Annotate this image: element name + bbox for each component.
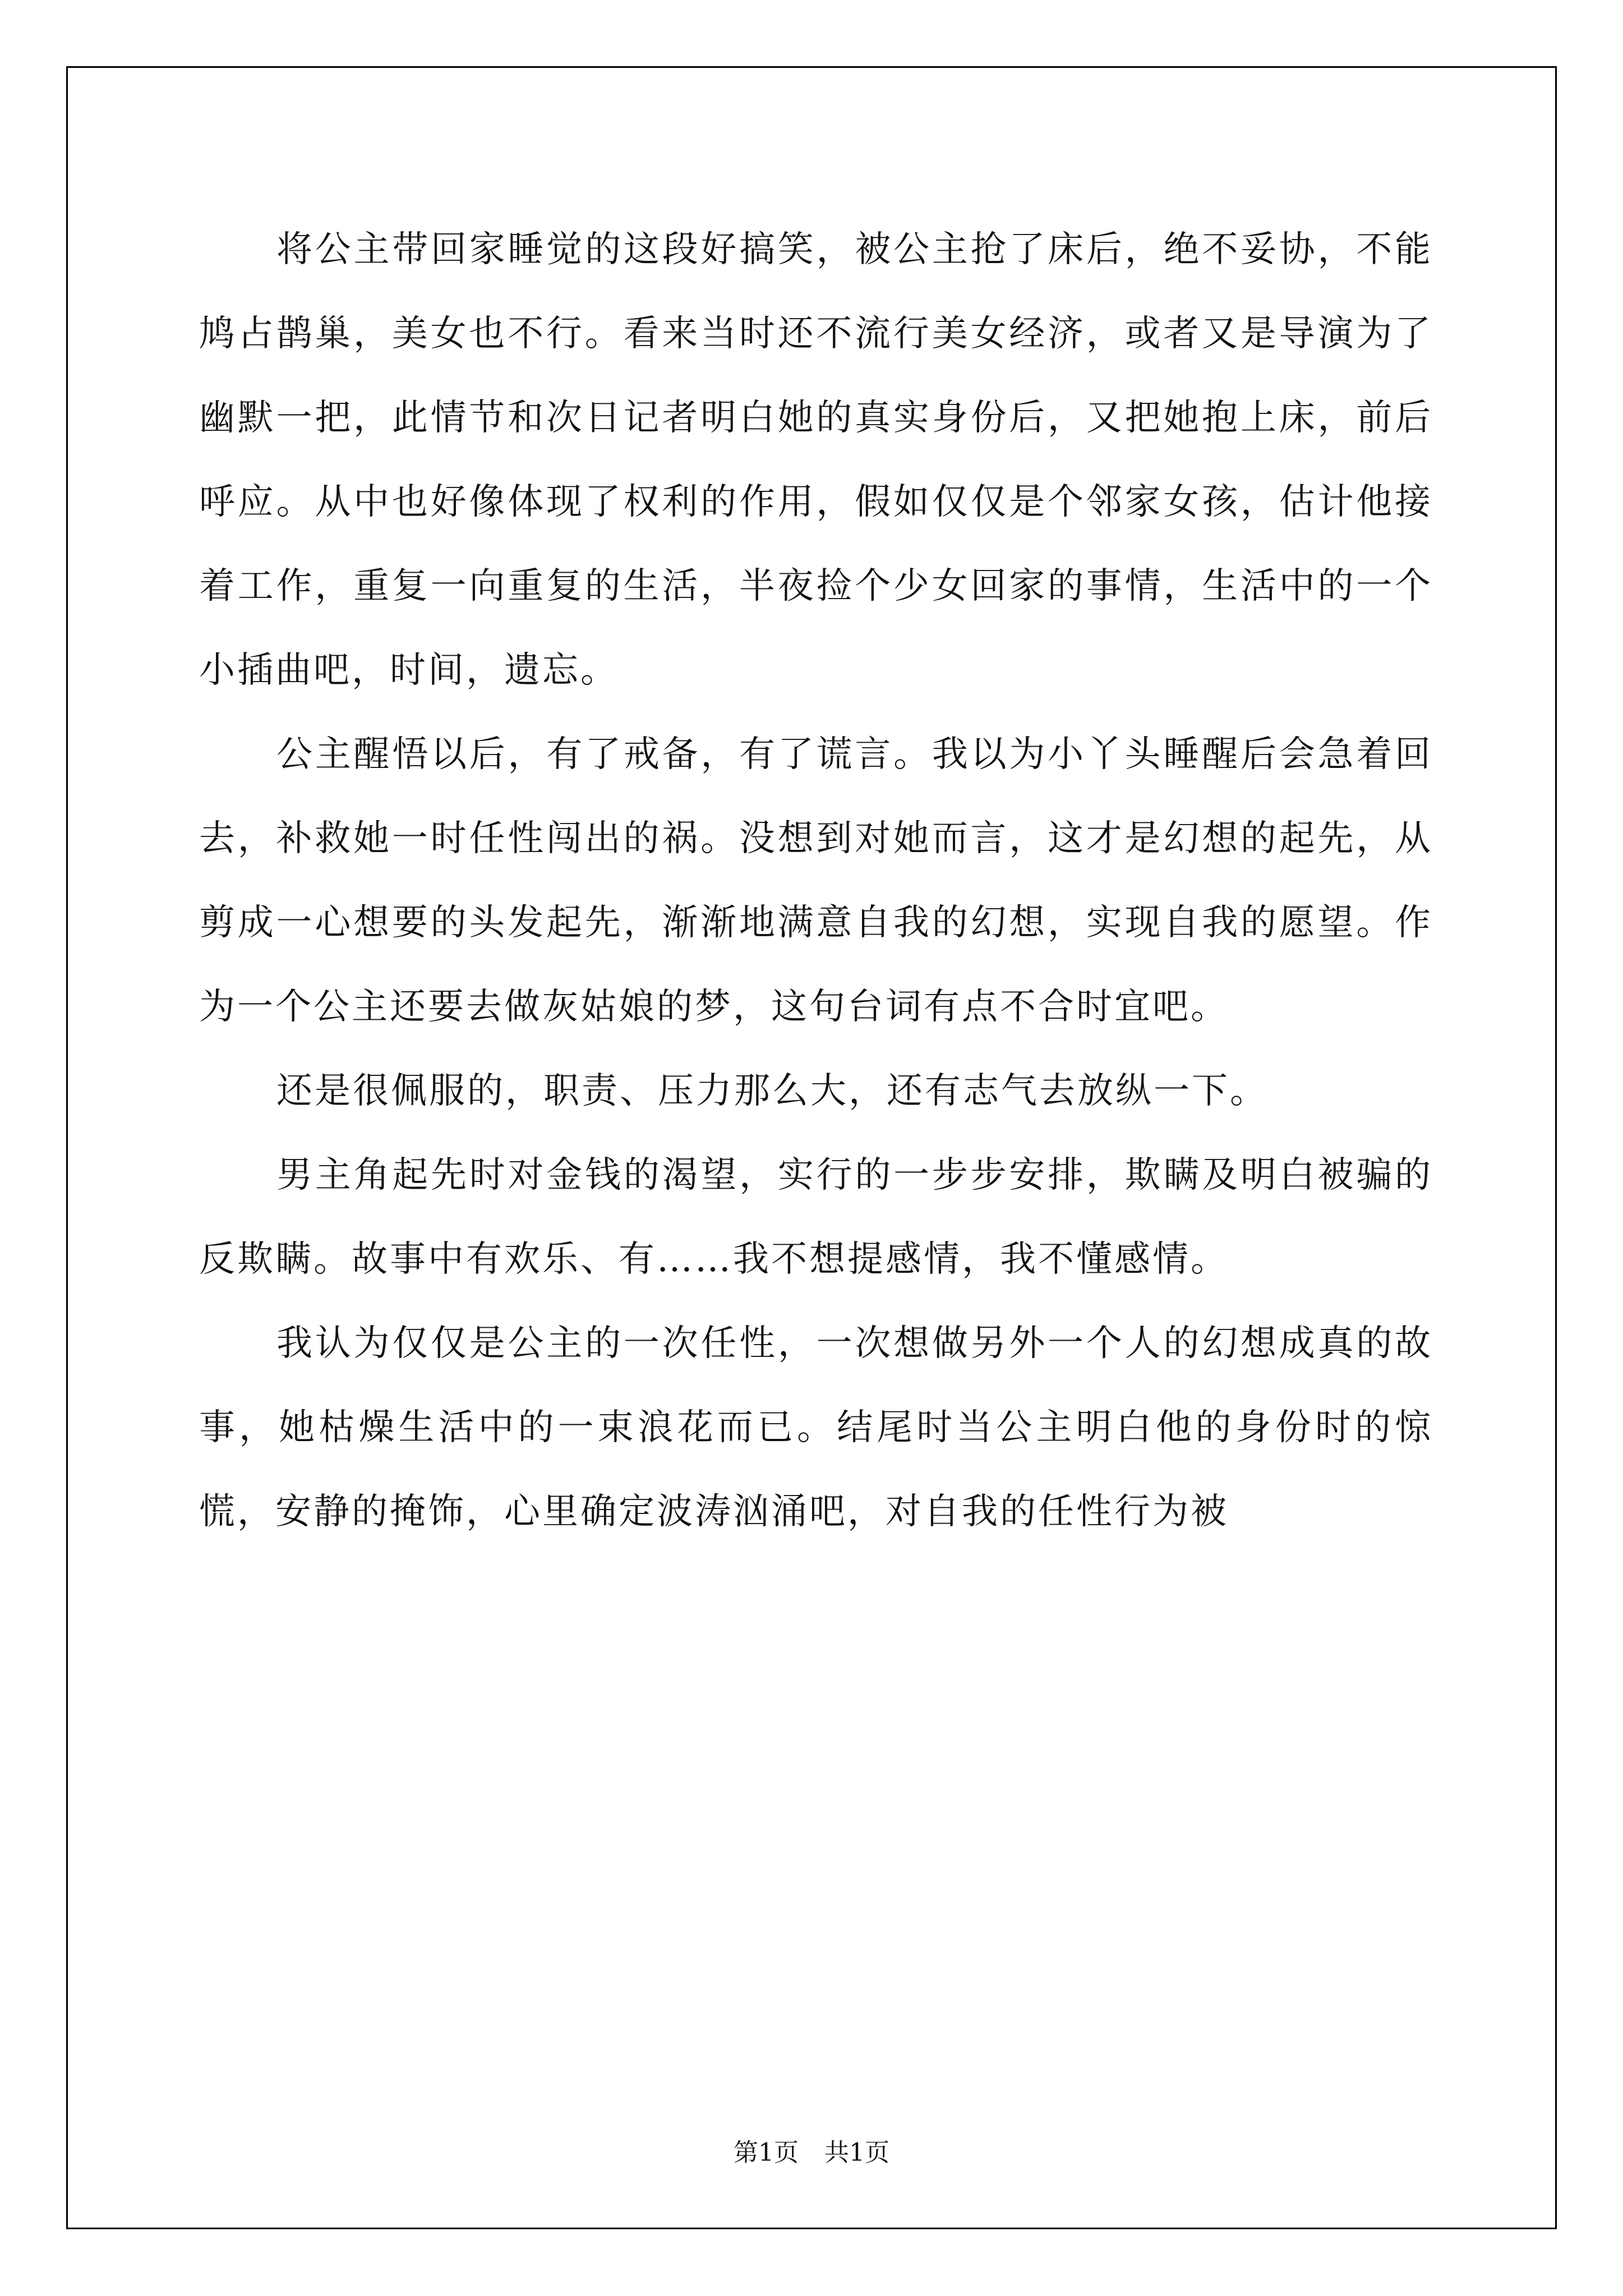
paragraph-2: 公主醒悟以后，有了戒备，有了谎言。我以为小丫头睡醒后会急着回去，补救她一时任性闯出的祸。没想到对她而言，这才是幻想的起先，从剪成一心想要的头发起先，渐渐地满意自我的幻想，实现自我的愿望。作为一个公主还要去做灰姑娘的梦，这句台词有点不合时宜吧。 <box>199 734 1433 1028</box>
paragraph-4: 男主角起先时对金钱的渴望，实行的一步步安排，欺瞒及明白被骗的反欺瞒。故事中有欢乐、有……我不想提感情，我不懂感情。 <box>199 1154 1433 1280</box>
page-number-current: 第1页 <box>734 2138 799 2167</box>
paragraph-3: 还是很佩服的，职责、压力那么大，还有志气去放纵一下。 <box>276 1070 1268 1112</box>
paragraph-5: 我认为仅仅是公主的一次任性，一次想做另外一个人的幻想成真的故事，她枯燥生活中的一束浪花而已。结尾时当公主明白他的身份时的惊慌，安静的掩饰，心里确定波涛汹涌吧，对自我的任性行为被 <box>199 1323 1433 1533</box>
page-number-total: 共1页 <box>824 2138 889 2167</box>
page-footer <box>0 2136 1623 2170</box>
document-body <box>199 208 1433 1554</box>
paragraph-1: 将公主带回家睡觉的这段好搞笑，被公主抢了床后，绝不妥协，不能鸠占鹊巢，美女也不行。看来当时还不流行美女经济，或者又是导演为了幽默一把，此情节和次日记者明白她的真实身份后，又把她抱上床，前后呼应。从中也好像体现了权利的作用，假如仅仅是个邻家女孩，估计他接着工作，重复一向重复的生活，半夜捡个少女回家的事情，生活中的一个小插曲吧，时间，遗忘。 <box>199 229 1433 691</box>
